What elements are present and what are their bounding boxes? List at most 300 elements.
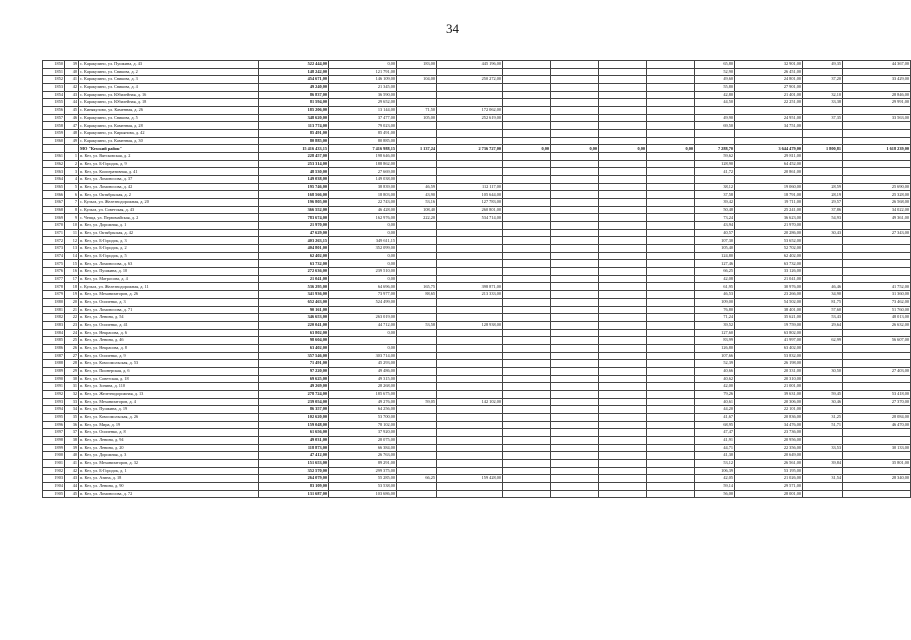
cell-cost-d (551, 398, 599, 406)
cell-cost-b: 127 783,00 (437, 199, 503, 207)
cell-cost-f (647, 367, 695, 375)
cell-total-cost: 90 161,00 (259, 306, 329, 314)
cell-cost-e (599, 390, 647, 398)
cell-cost-f (647, 153, 695, 161)
cell-cost-h: 27 343,00 (843, 229, 911, 237)
cell-cost-a: 13 144,00 (329, 107, 397, 115)
cell-row-number: 1890 (43, 375, 65, 383)
cell-cost-d (551, 367, 599, 375)
cell-area-g: 65,80 (695, 61, 735, 69)
cell-cost-b (437, 452, 503, 460)
cell-cost-d (551, 199, 599, 207)
cell-cost-b (437, 429, 503, 437)
cell-cost-d (551, 360, 599, 368)
cell-address: п. Кез, ул. Дорожная, д. 3 (79, 452, 259, 460)
cell-cost-b (437, 314, 503, 322)
cell-row-number: 1885 (43, 337, 65, 345)
cell-cost-b (437, 91, 503, 99)
cell-cost-g: 64 452,00 (735, 160, 803, 168)
cell-cost-f (647, 68, 695, 76)
cell-area-g: 107,66 (695, 352, 735, 360)
cell-cost-b (437, 168, 503, 176)
cell-area-g: 7 288,70 (695, 145, 735, 153)
cell-cost-h: 49 361,00 (843, 214, 911, 222)
cell-cost-h (843, 160, 911, 168)
table-row (43, 459, 911, 467)
cell-area-b (397, 436, 437, 444)
cell-cost-h (843, 68, 911, 76)
cell-total-cost: 71 491,00 (259, 360, 329, 368)
cell-cost-c (503, 383, 551, 391)
cell-cost-h (843, 490, 911, 498)
cell-cost-c (503, 291, 551, 299)
cell-cost-g: 22 101,00 (735, 406, 803, 414)
table-row (43, 91, 911, 99)
cell-area-b (397, 153, 437, 161)
table-row (43, 406, 911, 414)
cell-total-cost: 168 566,00 (259, 191, 329, 199)
cell-area-b (397, 375, 437, 383)
cell-cost-e (599, 160, 647, 168)
cell-cost-c (503, 268, 551, 276)
cell-area-h: 62,99 (803, 337, 843, 345)
cell-cost-d (551, 122, 599, 130)
cell-area-h: 81,75 (803, 298, 843, 306)
cell-area-g: 107,30 (695, 237, 735, 245)
cell-item-number: 22 (65, 314, 79, 322)
cell-cost-g: 25 241,00 (735, 206, 803, 214)
cell-area-b (397, 344, 437, 352)
cell-item-number: 16 (65, 268, 79, 276)
cell-area-g: 50,48 (695, 206, 735, 214)
table-row (43, 321, 911, 329)
cell-cost-b (437, 222, 503, 230)
cell-row-number: 1891 (43, 383, 65, 391)
cell-cost-e (599, 260, 647, 268)
cell-cost-f (647, 130, 695, 138)
cell-cost-f (647, 452, 695, 460)
cell-area-g: 128,90 (695, 160, 735, 168)
cell-area-g (695, 176, 735, 184)
cell-cost-a: 352 099,00 (329, 245, 397, 253)
cell-cost-f (647, 222, 695, 230)
budget-table (42, 60, 911, 498)
cell-item-number: 12 (65, 237, 79, 245)
table-row (43, 329, 911, 337)
table-row (43, 107, 911, 115)
cell-address: п. Кез, ул. Ленина, д. 54 (79, 314, 259, 322)
cell-area-g: 49,90 (695, 114, 735, 122)
cell-item-number: 15 (65, 260, 79, 268)
cell-area-g (695, 137, 735, 145)
cell-cost-h: 46 470,00 (843, 421, 911, 429)
cell-area-h (803, 68, 843, 76)
cell-address: п. Кез, ул. Зонина, д. 110 (79, 383, 259, 391)
cell-cost-g: 22 251,00 (735, 99, 803, 107)
table-row (43, 160, 911, 168)
cell-cost-d: 0,00 (551, 145, 599, 153)
cell-cost-h: 28 084,00 (843, 413, 911, 421)
cell-cost-h: 27 370,00 (843, 398, 911, 406)
cell-cost-d (551, 191, 599, 199)
cell-address: п. Кез, ул. Октябрьская, д. 2 (79, 191, 259, 199)
cell-cost-a: 78 102,00 (329, 421, 397, 429)
cell-cost-a: 0,00 (329, 344, 397, 352)
cell-cost-b (437, 467, 503, 475)
cell-total-cost: 113 774,00 (259, 122, 329, 130)
cell-cost-e (599, 475, 647, 483)
cell-cost-g: 52 702,00 (735, 245, 803, 253)
cell-address: п. Кез, ул. Б-Городок, д. 1 (79, 467, 259, 475)
cell-cost-d (551, 91, 599, 99)
cell-area-h: 37,86 (803, 206, 843, 214)
cell-cost-g: 21 401,00 (735, 91, 803, 99)
cell-area-b (397, 421, 437, 429)
cell-cost-f (647, 229, 695, 237)
cell-cost-a: 0,00 (329, 61, 397, 69)
cell-cost-f (647, 114, 695, 122)
cell-area-g: 68,95 (695, 421, 735, 429)
cell-total-cost: 102 620,00 (259, 413, 329, 421)
cell-area-h: 37,20 (803, 76, 843, 84)
cell-row-number: 1862 (43, 160, 65, 168)
cell-cost-h: 27 403,00 (843, 367, 911, 375)
cell-cost-a: 79 023,00 (329, 122, 397, 130)
cell-cost-e: 0,00 (599, 145, 647, 153)
cell-item-number: 4 (65, 176, 79, 184)
cell-item-number: 46 (65, 114, 79, 122)
cell-cost-h (843, 375, 911, 383)
cell-area-b (397, 306, 437, 314)
cell-cost-h: 31 360,00 (843, 291, 911, 299)
cell-address: п. Кез, ул. Ломоносова, д. 72 (79, 490, 259, 498)
table-row (43, 122, 911, 130)
cell-cost-b (437, 352, 503, 360)
cell-row-number: 1886 (43, 344, 65, 352)
cell-row-number: 1852 (43, 76, 65, 84)
cell-cost-c (503, 482, 551, 490)
cell-area-h (803, 153, 843, 161)
cell-area-b: 105,00 (397, 114, 437, 122)
cell-area-h: 37,35 (803, 114, 843, 122)
cell-area-g: 105,40 (695, 245, 735, 253)
cell-total-cost: 63 732,00 (259, 260, 329, 268)
cell-area-g: 38,12 (695, 183, 735, 191)
cell-area-g: 56,00 (695, 490, 735, 498)
cell-cost-d (551, 390, 599, 398)
cell-item-number: 13 (65, 245, 79, 253)
cell-cost-c (503, 360, 551, 368)
cell-cost-h: 28 846,00 (843, 91, 911, 99)
cell-area-g: 42,00 (695, 383, 735, 391)
cell-cost-d (551, 429, 599, 437)
cell-cost-a: 121 791,00 (329, 68, 397, 76)
cell-cost-h (843, 429, 911, 437)
cell-row-number: 1892 (43, 390, 65, 398)
cell-cost-b (437, 275, 503, 283)
cell-cost-e (599, 306, 647, 314)
cell-cost-c (503, 413, 551, 421)
cell-row-number: 1861 (43, 153, 65, 161)
cell-cost-e (599, 360, 647, 368)
cell-address: п. Кез, ул. Октябрьская, д. 42 (79, 229, 259, 237)
cell-cost-d (551, 306, 599, 314)
cell-area-b (397, 367, 437, 375)
cell-cost-f (647, 260, 695, 268)
cell-row-number: 1876 (43, 268, 65, 276)
cell-address: с. Кульга, ул. Железнодорожная, д. 11 (79, 283, 259, 291)
cell-cost-c (503, 352, 551, 360)
cell-cost-c (503, 130, 551, 138)
cell-cost-d (551, 383, 599, 391)
cell-cost-d (551, 421, 599, 429)
cell-cost-e (599, 268, 647, 276)
cell-cost-f (647, 306, 695, 314)
cell-cost-e (599, 452, 647, 460)
cell-cost-h: 28 340,00 (843, 475, 911, 483)
cell-cost-a: 28 268,00 (329, 383, 397, 391)
cell-cost-d (551, 444, 599, 452)
cell-cost-f (647, 467, 695, 475)
cell-cost-c (503, 444, 551, 452)
cell-address: п. Кез, ул. Механизаторов, д. 32 (79, 459, 259, 467)
cell-cost-b (437, 153, 503, 161)
cell-area-h (803, 352, 843, 360)
cell-cost-g: 34 476,00 (735, 421, 803, 429)
cell-cost-b (437, 99, 503, 107)
cell-cost-g: 20 286,00 (735, 229, 803, 237)
cell-cost-h (843, 344, 911, 352)
cell-total-cost: 454 671,00 (259, 76, 329, 84)
cell-total-cost: 81 594,00 (259, 99, 329, 107)
cell-address: с. Каракулино, ул. Каменная, д. 30 (79, 137, 259, 145)
cell-total-cost: 348 620,00 (259, 114, 329, 122)
cell-cost-d (551, 137, 599, 145)
cell-cost-f (647, 329, 695, 337)
cell-area-h: 59,45 (803, 390, 843, 398)
cell-area-b: 1 137,24 (397, 145, 437, 153)
cell-area-b (397, 84, 437, 92)
cell-cost-e (599, 383, 647, 391)
cell-area-h: 49,35 (803, 61, 843, 69)
cell-cost-d (551, 84, 599, 92)
cell-cost-a: 55 285,00 (329, 475, 397, 483)
table-row (43, 467, 911, 475)
cell-total-cost: 62 402,00 (259, 252, 329, 260)
cell-area-g: 41,67 (695, 413, 735, 421)
table-row (43, 452, 911, 460)
cell-cost-a: 80 885,00 (329, 137, 397, 145)
cell-cost-d (551, 490, 599, 498)
cell-row-number: 1884 (43, 329, 65, 337)
cell-area-h: 33,38 (803, 99, 843, 107)
cell-cost-b (437, 160, 503, 168)
cell-area-b (397, 329, 437, 337)
cell-area-g: 66,25 (695, 268, 735, 276)
cell-cost-g (735, 130, 803, 138)
cell-cost-g: 33 126,00 (735, 268, 803, 276)
cell-cost-e (599, 76, 647, 84)
cell-area-h (803, 160, 843, 168)
cell-area-h: 29,57 (803, 199, 843, 207)
cell-area-g: 76,80 (695, 306, 735, 314)
cell-area-b (397, 237, 437, 245)
cell-cost-f (647, 91, 695, 99)
cell-area-g: 44,20 (695, 406, 735, 414)
cell-total-cost: 80 885,00 (259, 137, 329, 145)
cell-cost-d (551, 252, 599, 260)
cell-cost-f (647, 421, 695, 429)
cell-cost-g: 28 001,00 (735, 490, 803, 498)
cell-address: п. Кез, ул. Вятсковская, д. 2 (79, 153, 259, 161)
cell-total-cost: 148 242,00 (259, 68, 329, 76)
cell-area-b: 183,00 (397, 61, 437, 69)
cell-item-number: 19 (65, 291, 79, 299)
cell-cost-d (551, 214, 599, 222)
cell-address: с. Каракулино, ул. Юбилейная, д. 16 (79, 91, 259, 99)
cell-cost-f (647, 436, 695, 444)
cell-cost-e (599, 482, 647, 490)
cell-item-number: 18 (65, 283, 79, 291)
cell-area-b (397, 229, 437, 237)
cell-area-b: 165,75 (397, 283, 437, 291)
cell-cost-h (843, 245, 911, 253)
cell-cost-e (599, 298, 647, 306)
cell-area-h (803, 482, 843, 490)
table-row (43, 429, 911, 437)
cell-total-cost: 69 625,00 (259, 375, 329, 383)
cell-cost-g: 39 631,00 (735, 390, 803, 398)
cell-cost-g: 23 736,00 (735, 429, 803, 437)
cell-area-b (397, 490, 437, 498)
cell-cost-h: 25 328,00 (843, 191, 911, 199)
cell-item-number: 20 (65, 298, 79, 306)
cell-cost-d (551, 298, 599, 306)
table-row (43, 482, 911, 490)
cell-area-g: 41,30 (695, 452, 735, 460)
table-row (43, 291, 911, 299)
cell-cost-e (599, 153, 647, 161)
cell-area-h: 29,64 (803, 321, 843, 329)
cell-area-b (397, 252, 437, 260)
cell-area-b: 53,16 (397, 199, 437, 207)
cell-cost-b (437, 360, 503, 368)
cell-cost-c (503, 229, 551, 237)
cell-address: п. Кез, ул. Комсомольская, д. 53 (79, 360, 259, 368)
cell-cost-b (437, 245, 503, 253)
cell-cost-d (551, 245, 599, 253)
cell-cost-c (503, 452, 551, 460)
table-row (43, 314, 911, 322)
cell-area-b (397, 459, 437, 467)
cell-cost-g: 63 402,00 (735, 344, 803, 352)
cell-item-number: 21 (65, 306, 79, 314)
cell-cost-b: 398 871,00 (437, 283, 503, 291)
cell-cost-d (551, 283, 599, 291)
cell-row-number: 1878 (43, 283, 65, 291)
cell-cost-d (551, 176, 599, 184)
cell-cost-e (599, 275, 647, 283)
cell-cost-e (599, 467, 647, 475)
cell-total-cost: 652 463,00 (259, 298, 329, 306)
cell-cost-d (551, 229, 599, 237)
cell-cost-f (647, 252, 695, 260)
cell-cost-d (551, 183, 599, 191)
cell-cost-f: 0,00 (647, 145, 695, 153)
cell-address: с. Каракулино, ул. Свикова, д. 2 (79, 68, 259, 76)
cell-area-b (397, 337, 437, 345)
cell-address: с. Каракулино, ул. Каменная, д. 28 (79, 122, 259, 130)
cell-address: п. Кез, ул. Ломоносова, д. 42 (79, 183, 259, 191)
cell-cost-f (647, 360, 695, 368)
cell-cost-a: 38 839,00 (329, 183, 397, 191)
cell-cost-c (503, 168, 551, 176)
cell-area-h (803, 176, 843, 184)
cell-area-h (803, 268, 843, 276)
cell-cost-d (551, 436, 599, 444)
cell-area-g: 71,24 (695, 314, 735, 322)
table-row (43, 130, 911, 138)
cell-cost-b: 2 736 727,00 (437, 145, 503, 153)
cell-area-h: 51,71 (803, 421, 843, 429)
cell-area-g: 44,50 (695, 99, 735, 107)
cell-cost-a: 46 428,00 (329, 206, 397, 214)
cell-cost-h: 41 752,00 (843, 283, 911, 291)
cell-cost-c (503, 475, 551, 483)
cell-cost-a: 0,00 (329, 222, 397, 230)
cell-cost-b: 445 196,00 (437, 61, 503, 69)
cell-cost-f (647, 191, 695, 199)
cell-total-cost: 49 269,00 (259, 383, 329, 391)
cell-cost-e (599, 214, 647, 222)
cell-area-b (397, 390, 437, 398)
cell-area-h: 28,19 (803, 191, 843, 199)
cell-cost-a: 66 384,00 (329, 444, 397, 452)
cell-item-number: 40 (65, 68, 79, 76)
cell-cost-h (843, 268, 911, 276)
table-row (43, 99, 911, 107)
cell-area-g: 44,71 (695, 444, 735, 452)
cell-row-number: 1860 (43, 137, 65, 145)
cell-cost-e (599, 84, 647, 92)
cell-address: с. Каракулино, ул. Свикова, д. 5 (79, 114, 259, 122)
cell-cost-c (503, 199, 551, 207)
cell-cost-g: 19 711,00 (735, 199, 803, 207)
cell-cost-b (437, 260, 503, 268)
cell-cost-a: 299 375,00 (329, 467, 397, 475)
cell-cost-h (843, 352, 911, 360)
cell-area-h (803, 84, 843, 92)
cell-cost-b (437, 306, 503, 314)
table-row (43, 191, 911, 199)
table-row (43, 375, 911, 383)
cell-area-b (397, 122, 437, 130)
cell-total-cost: 21 041,00 (259, 275, 329, 283)
cell-cost-c (503, 252, 551, 260)
cell-row-number: 1850 (43, 61, 65, 69)
cell-cost-f (647, 206, 695, 214)
cell-area-g: 40,61 (695, 398, 735, 406)
cell-area-h (803, 344, 843, 352)
cell-item-number: 29 (65, 367, 79, 375)
cell-cost-c (503, 298, 551, 306)
cell-area-h: 1 800,81 (803, 145, 843, 153)
cell-address: п. Кез, ул. Осипенко, д. 9 (79, 352, 259, 360)
cell-area-h (803, 237, 843, 245)
cell-cost-c (503, 114, 551, 122)
cell-row-number: 1855 (43, 99, 65, 107)
cell-cost-f (647, 375, 695, 383)
